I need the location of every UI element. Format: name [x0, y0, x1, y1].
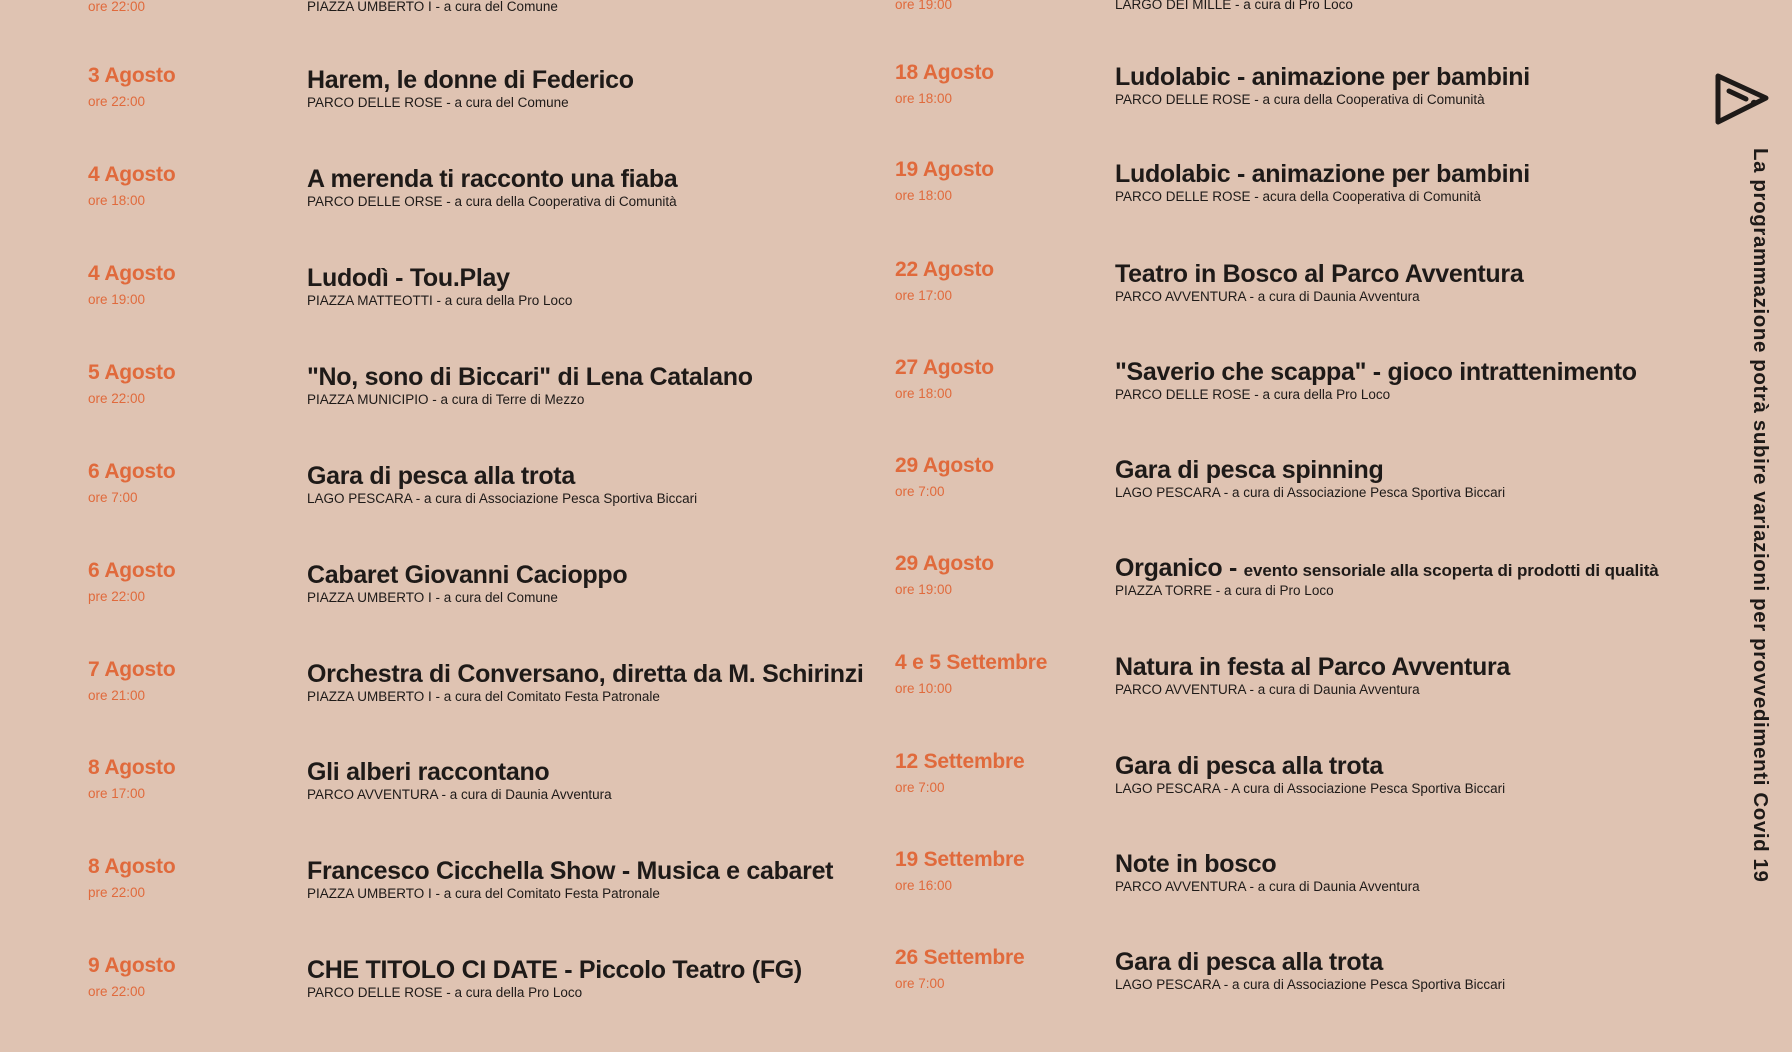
- event-title: Gara di pesca spinning: [1115, 456, 1384, 484]
- event-place: PIAZZA UMBERTO I - a cura del Comitato Festa Patronale: [307, 886, 660, 901]
- event-place: PARCO DELLE ROSE - a cura della Cooperativa di Comunità: [1115, 92, 1485, 107]
- event-date: 9 Agosto: [88, 954, 176, 977]
- event-title: "Saverio che scappa" - gioco intrattenimento: [1115, 358, 1637, 386]
- event-place: PIAZZA UMBERTO I - a cura del Comitato Festa Patronale: [307, 689, 660, 704]
- event-item: [808, 356, 1708, 454]
- event-title: Gara di pesca alla trota: [1115, 948, 1383, 976]
- event-place: PIAZZA TORRE - a cura di Pro Loco: [1115, 583, 1334, 598]
- event-date: 27 Agosto: [895, 356, 994, 379]
- event-time: ore 22:00: [88, 984, 146, 999]
- event-date: 12 Settembre: [895, 750, 1025, 773]
- event-item: [808, 651, 1708, 749]
- event-title: "No, sono di Biccari" di Lena Catalano: [307, 363, 753, 391]
- event-item: [0, 954, 880, 1052]
- event-item: [808, 61, 1708, 159]
- event-time: ore 18:00: [895, 91, 953, 106]
- event-item: [808, 258, 1708, 356]
- event-place: PIAZZA UMBERTO I - a cura del Comune: [307, 0, 558, 14]
- event-date: 29 Agosto: [895, 552, 994, 575]
- event-title: Teatro in Bosco al Parco Avventura: [1115, 260, 1524, 288]
- event-time: ore 21:00: [88, 688, 146, 703]
- event-item: [808, 848, 1708, 946]
- event-time: ore 10:00: [895, 681, 953, 696]
- event-date: 6 Agosto: [88, 460, 176, 483]
- event-title: Ludolabic - animazione per bambini: [1115, 160, 1530, 188]
- event-title: Gara di pesca alla trota: [1115, 752, 1383, 780]
- event-title: Gli alberi raccontano: [307, 758, 550, 786]
- event-place: PARCO DELLE ROSE - a cura della Pro Loco: [307, 985, 583, 1000]
- event-date: 7 Agosto: [88, 658, 176, 681]
- event-date: 8 Agosto: [88, 855, 176, 878]
- event-title: Note in bosco: [1115, 850, 1277, 878]
- event-date: 22 Agosto: [895, 258, 994, 281]
- event-place: LAGO PESCARA - a cura di Associazione Pesca Sportiva Biccari: [1115, 485, 1506, 500]
- event-place: PARCO DELLE ROSE - a cura della Pro Loco: [1115, 387, 1391, 402]
- event-title: Ludolabic - animazione per bambini: [1115, 63, 1530, 91]
- event-title: CHE TITOLO CI DATE - Piccolo Teatro (FG): [307, 956, 802, 984]
- event-place: PARCO DELLE ROSE - a cura del Comune: [307, 95, 569, 110]
- event-time: pre 22:00: [88, 589, 146, 604]
- event-place: LAGO PESCARA - a cura di Associazione Pesca Sportiva Biccari: [1115, 977, 1506, 992]
- event-item: [0, 262, 880, 360]
- event-place: PIAZZA MUNICIPIO - a cura di Terre di Mezzo: [307, 392, 585, 407]
- event-date: 5 Agosto: [88, 361, 176, 384]
- event-place: LARGO DEI MILLE - a cura di Pro Loco: [1115, 0, 1353, 12]
- event-title: Harem, le donne di Federico: [307, 66, 634, 94]
- event-time: ore 18:00: [895, 188, 953, 203]
- event-place: PIAZZA MATTEOTTI - a cura della Pro Loco: [307, 293, 573, 308]
- event-time: ore 7:00: [88, 490, 138, 505]
- event-time: ore 17:00: [88, 786, 146, 801]
- notice-text: La programmazione potrà subire variazioni per provvedimenti Covid 19: [1749, 148, 1772, 883]
- event-place: PIAZZA UMBERTO I - a cura del Comune: [307, 590, 558, 605]
- event-item: [0, 855, 880, 953]
- event-date: 19 Agosto: [895, 158, 994, 181]
- event-time: ore 22:00: [88, 0, 146, 14]
- event-item: [0, 64, 880, 162]
- event-date: 4 Agosto: [88, 163, 176, 186]
- event-time: ore 19:00: [88, 292, 146, 307]
- event-title: Orchestra di Conversano, diretta da M. Schirinzi: [307, 660, 864, 688]
- event-date: 18 Agosto: [895, 61, 994, 84]
- event-date: 6 Agosto: [88, 559, 176, 582]
- event-time: ore 7:00: [895, 976, 945, 991]
- event-title: A merenda ti racconto una fiaba: [307, 165, 678, 193]
- event-place: PARCO DELLE ROSE - acura della Cooperativa di Comunità: [1115, 189, 1481, 204]
- event-title: Cabaret Giovanni Cacioppo: [307, 561, 628, 589]
- event-place: LAGO PESCARA - a cura di Associazione Pesca Sportiva Biccari: [307, 491, 698, 506]
- event-date: 29 Agosto: [895, 454, 994, 477]
- event-item: [808, 946, 1708, 1044]
- event-date: 19 Settembre: [895, 848, 1025, 871]
- event-time: ore 18:00: [895, 386, 953, 401]
- event-item: [0, 658, 880, 756]
- event-date: 4 e 5 Settembre: [895, 651, 1048, 674]
- event-time: pre 22:00: [88, 885, 146, 900]
- event-item: [808, 454, 1708, 552]
- event-date: 8 Agosto: [88, 756, 176, 779]
- warning-triangle-icon: [1710, 68, 1772, 130]
- event-place: PARCO AVVENTURA - a cura di Daunia Avventura: [307, 787, 612, 802]
- event-date: 26 Settembre: [895, 946, 1025, 969]
- event-time: ore 19:00: [895, 582, 953, 597]
- event-date: 4 Agosto: [88, 262, 176, 285]
- event-place: PARCO AVVENTURA - a cura di Daunia Avventura: [1115, 879, 1420, 894]
- event-time: ore 16:00: [895, 878, 953, 893]
- event-time: ore 22:00: [88, 94, 146, 109]
- event-place: PARCO AVVENTURA - a cura di Daunia Avventura: [1115, 682, 1420, 697]
- event-place: PARCO DELLE ORSE - a cura della Cooperativa di Comunità: [307, 194, 677, 209]
- event-time: ore 19:00: [895, 0, 953, 12]
- event-item: [0, 756, 880, 854]
- event-place: PARCO AVVENTURA - a cura di Daunia Avventura: [1115, 289, 1420, 304]
- event-title: Organico - evento sensoriale alla scoperta di prodotti di qualità: [1115, 554, 1659, 582]
- event-item: [0, 163, 880, 261]
- event-title: Ludodì - Tou.Play: [307, 264, 510, 292]
- event-item: [0, 559, 880, 657]
- event-time: ore 7:00: [895, 484, 945, 499]
- event-item: [0, 361, 880, 459]
- event-time: ore 18:00: [88, 193, 146, 208]
- event-title: Natura in festa al Parco Avventura: [1115, 653, 1511, 681]
- event-item: [808, 158, 1708, 256]
- event-time: ore 7:00: [895, 780, 945, 795]
- event-item: [0, 460, 880, 558]
- covid-notice: [1700, 60, 1790, 1000]
- event-date: 3 Agosto: [88, 64, 176, 87]
- event-title: Francesco Cicchella Show - Musica e cabaret: [307, 857, 834, 885]
- event-item: [808, 552, 1708, 650]
- event-item: [808, 750, 1708, 848]
- event-place: LAGO PESCARA - A cura di Associazione Pesca Sportiva Biccari: [1115, 781, 1506, 796]
- event-time: ore 17:00: [895, 288, 953, 303]
- event-title: Gara di pesca alla trota: [307, 462, 575, 490]
- event-time: ore 22:00: [88, 391, 146, 406]
